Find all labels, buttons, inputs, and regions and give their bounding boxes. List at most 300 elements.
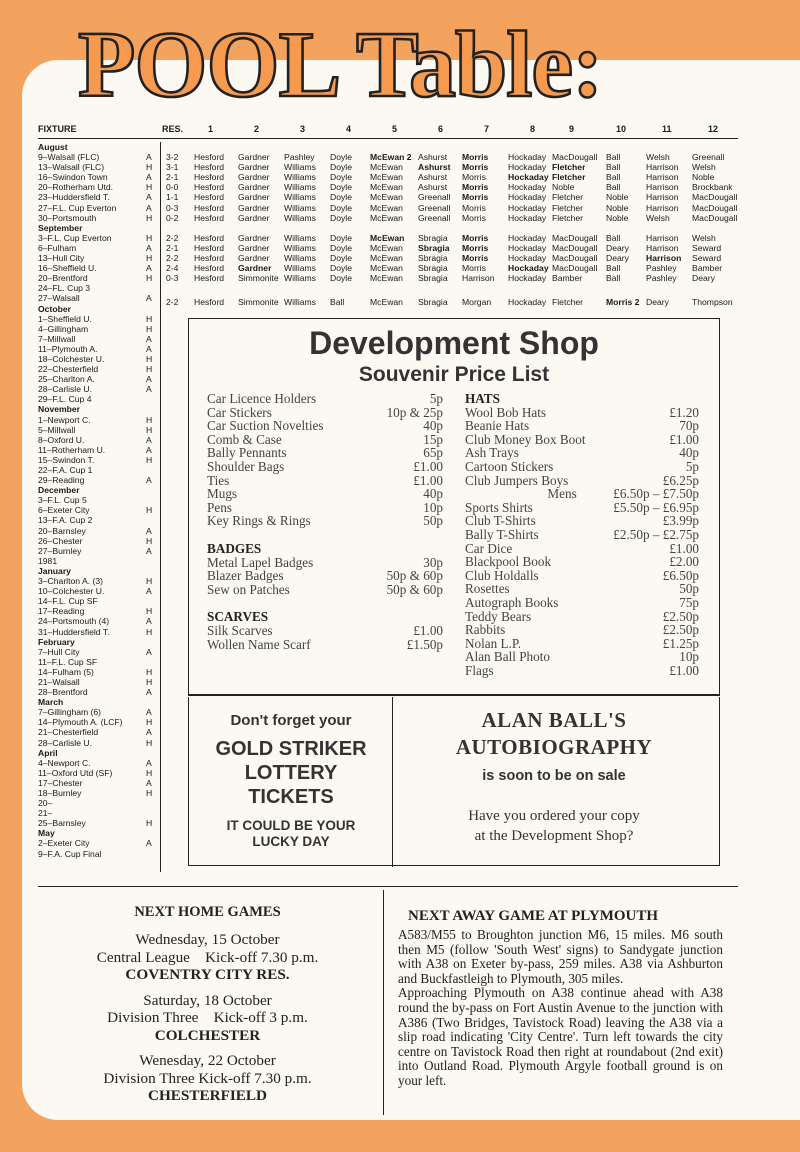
shop-item xyxy=(465,609,699,623)
result-row xyxy=(166,213,746,223)
player-name: Hockaday xyxy=(508,182,547,193)
shop-item xyxy=(207,513,443,527)
fixture-name: 7–Millwall xyxy=(38,333,76,344)
shop-item xyxy=(465,418,699,432)
fixture-name: 28–Carlisle U. xyxy=(38,737,92,748)
fixture-row xyxy=(38,768,155,778)
fixture-row xyxy=(38,324,155,334)
autobiography-promo xyxy=(398,708,710,846)
player-name: McEwan xyxy=(370,297,403,308)
header-pos-9: 9 xyxy=(569,124,575,134)
player-name: Morris xyxy=(462,152,489,162)
fixture-row xyxy=(38,475,155,485)
player-name: Harrison xyxy=(646,253,682,263)
fixture-row xyxy=(38,818,155,828)
player-name: Gardner xyxy=(238,192,270,203)
fixture-row xyxy=(38,283,155,293)
shop-item-price: 70p xyxy=(679,418,699,434)
result-row xyxy=(166,273,746,283)
fixture-name: 10–Colchester U. xyxy=(38,586,105,597)
shop-item xyxy=(465,432,699,446)
header-pos-11: 11 xyxy=(662,124,672,134)
fixture-venue: A xyxy=(146,646,152,657)
page-title xyxy=(78,12,738,104)
fixture-name: 6–Fulham xyxy=(38,242,77,253)
fixture-venue: A xyxy=(146,384,152,395)
fixture-venue: H xyxy=(146,232,153,243)
fixture-name: 20– xyxy=(38,798,53,809)
lottery-intro: Don't forget your xyxy=(230,712,352,729)
player-name: Morris xyxy=(462,242,489,253)
fixture-row xyxy=(38,526,155,536)
result-row xyxy=(166,152,746,162)
player-name: Morris xyxy=(462,172,486,183)
fixture-venue: H xyxy=(146,162,153,173)
player-name: Ashurst xyxy=(418,182,448,193)
fixture-venue: H xyxy=(146,414,153,425)
fixture-row xyxy=(38,172,155,182)
shop-item-name: Flags xyxy=(465,662,494,678)
player-name: Williams xyxy=(284,297,316,308)
player-name: Hockaday xyxy=(508,202,547,213)
fixture-name: 9–F.A. Cup Final xyxy=(38,848,102,859)
header-pos-1: 1 xyxy=(208,124,214,134)
fixture-name: 17–Reading xyxy=(38,606,85,617)
fixture-name: 4–Gillingham xyxy=(38,323,89,334)
result-score: 3-1 xyxy=(166,162,179,173)
home-game-opponent: COVENTRY CITY RES. xyxy=(125,966,290,983)
player-name: McEwan xyxy=(370,253,403,263)
shop-item xyxy=(465,636,699,650)
fixture-name: 18–Colchester U. xyxy=(38,353,105,364)
player-name: Williams xyxy=(284,202,316,213)
fixture-venue: A xyxy=(146,475,152,486)
player-name: Hesford xyxy=(194,297,225,308)
shop-item-name: Club Holdalls xyxy=(465,567,539,583)
fixture-row xyxy=(38,758,155,768)
header-pos-5: 5 xyxy=(392,124,398,134)
shop-item-name: Alan Ball Photo xyxy=(465,649,550,665)
fixture-venue: A xyxy=(146,727,152,738)
player-name: Morris xyxy=(462,232,489,243)
fixture-row xyxy=(38,657,155,667)
fixture-month xyxy=(38,748,155,758)
shop-item-price: 50p & 60p xyxy=(386,568,443,584)
fixture-name: April xyxy=(38,747,58,758)
shop-section-heading: SCARVES xyxy=(207,609,269,625)
shop-item-price: £6.50p – £7.50p xyxy=(613,486,699,502)
fixture-name: November xyxy=(38,404,81,415)
result-score: 0-0 xyxy=(166,182,179,193)
player-name: Morris xyxy=(462,182,489,193)
fixture-row xyxy=(38,253,155,263)
home-game-comp: Division Three Kick-off 7.30 p.m. xyxy=(103,1069,312,1087)
player-name: Deary xyxy=(692,273,715,284)
fixture-name: 27–Walsall xyxy=(38,293,80,304)
player-name: Harrison xyxy=(462,273,495,284)
player-name: Ball xyxy=(606,162,621,173)
fixture-row xyxy=(38,263,155,273)
fixture-name: 1981 xyxy=(38,555,58,566)
bottom-rule xyxy=(38,886,738,887)
fixture-name: 6–Exeter City xyxy=(38,505,90,516)
shop-section-heading: HATS xyxy=(465,391,500,406)
player-name: Harrison xyxy=(646,192,679,203)
fixture-row xyxy=(38,616,155,626)
fixture-month xyxy=(38,828,155,838)
fixture-name: 15–Swindon T. xyxy=(38,454,95,465)
player-name: Williams xyxy=(284,263,316,274)
player-name: Hockaday xyxy=(508,253,547,263)
home-game xyxy=(40,992,375,1045)
fixture-row xyxy=(38,495,155,505)
fixture-row xyxy=(38,273,155,283)
player-name: MacDougall xyxy=(692,202,738,213)
shop-item xyxy=(465,473,699,487)
fixture-row xyxy=(38,384,155,394)
player-name: Seward xyxy=(692,242,722,253)
shop-item-name: Wollen Name Scarf xyxy=(207,636,311,652)
autobiography-question-2: at the Development Shop? xyxy=(474,828,634,844)
shop-item-price: 15p xyxy=(423,431,443,447)
player-name: Sbragia xyxy=(418,253,448,263)
shop-item-name: Blazer Badges xyxy=(207,568,284,584)
fixture-name: 28–Brentford xyxy=(38,687,88,698)
shop-item-price: 5p xyxy=(429,391,443,406)
player-name: Hesford xyxy=(194,242,225,253)
player-name: Doyle xyxy=(330,182,352,193)
player-name: Noble xyxy=(606,202,629,213)
player-name: Hockaday xyxy=(508,172,549,183)
shop-item-price: £6.50p xyxy=(662,567,699,583)
player-name: Fletcher xyxy=(552,162,586,173)
fixture-venue: H xyxy=(146,212,153,223)
header-fixture: FIXTURE xyxy=(38,124,77,134)
result-score: 0-2 xyxy=(166,212,179,223)
fixture-row xyxy=(38,152,155,162)
player-name: Ashurst xyxy=(418,172,448,183)
home-game-date: Wenesday, 22 October xyxy=(139,1052,276,1069)
shop-item-name: Bally Pennants xyxy=(207,445,287,461)
player-name: Welsh xyxy=(646,152,670,162)
result-score: 1-1 xyxy=(166,192,179,203)
player-name: Gardner xyxy=(238,152,270,162)
fixture-row xyxy=(38,647,155,657)
shop-item xyxy=(465,459,699,473)
result-score: 0-3 xyxy=(166,202,179,213)
fixture-name: 8–Oxford U. xyxy=(38,434,85,445)
fixture-name: 24–Portsmouth (4) xyxy=(38,616,110,627)
fixture-venue: H xyxy=(146,313,153,324)
player-name: Hockaday xyxy=(508,162,547,173)
player-name: Hockaday xyxy=(508,232,547,243)
fixture-name: 5–Millwall xyxy=(38,424,76,435)
player-name: Gardner xyxy=(238,232,270,243)
shop-item-name: Autograph Books xyxy=(465,594,559,610)
fixture-name: 29–F.L. Cup 4 xyxy=(38,394,92,405)
shop-item xyxy=(207,418,443,432)
promo-divider xyxy=(392,697,393,867)
fixture-name: 3–Charlton A. (3) xyxy=(38,576,103,587)
player-name: Harrison xyxy=(646,162,679,173)
player-name: McEwan xyxy=(370,192,403,203)
shop-list-left xyxy=(207,391,443,650)
shop-title: Development Shop xyxy=(309,325,599,361)
away-heading: NEXT AWAY GAME AT PLYMOUTH xyxy=(408,908,659,924)
fixture-name: May xyxy=(38,828,55,839)
player-name: Morris xyxy=(462,162,489,173)
player-name: Morris xyxy=(462,212,486,223)
fixture-name: 3–F.L. Cup 5 xyxy=(38,495,87,506)
fixture-row xyxy=(38,233,155,243)
fixture-row xyxy=(38,182,155,192)
player-name: Williams xyxy=(284,232,316,243)
fixture-venue: A xyxy=(146,707,152,718)
shop-item-price: £1.00 xyxy=(669,540,699,556)
player-name: Ball xyxy=(330,297,345,308)
fixture-row xyxy=(38,687,155,697)
shop-item-name: Metal Lapel Badges xyxy=(207,554,314,570)
player-name: Bamber xyxy=(552,273,583,284)
fixture-venue: A xyxy=(146,202,152,213)
fixture-name: August xyxy=(38,142,68,152)
shop-item xyxy=(207,486,443,500)
fixture-row xyxy=(38,435,155,445)
shop-item-name: Blackpool Book xyxy=(465,554,552,570)
fixture-row xyxy=(38,556,155,566)
player-name: Sbragia xyxy=(418,297,448,308)
shop-item-name: Club Money Box Boot xyxy=(465,431,586,447)
player-name: Williams xyxy=(284,162,316,173)
lottery-tagline-2: LUCKY DAY xyxy=(252,834,330,849)
shop-item xyxy=(465,568,699,582)
shop-item xyxy=(207,582,443,596)
player-name: Gardner xyxy=(238,172,270,183)
shop-item xyxy=(207,405,443,419)
player-name: McEwan xyxy=(370,273,403,284)
fixture-row xyxy=(38,162,155,172)
player-name: Greenall xyxy=(418,202,451,213)
fixture-name: 1–Newport C. xyxy=(38,414,91,425)
player-name: MacDougall xyxy=(552,232,598,243)
fixture-row xyxy=(38,415,155,425)
fixture-venue: A xyxy=(146,434,152,445)
shop-item-name: Car Dice xyxy=(465,540,513,556)
shop-item-price: £2.50p xyxy=(662,608,699,624)
shop-item-price: 40p xyxy=(423,486,443,502)
fixture-row xyxy=(38,445,155,455)
result-row xyxy=(166,172,746,182)
fixture-venue: A xyxy=(146,333,152,344)
player-name: Harrison xyxy=(646,232,679,243)
shop-subtitle: Souvenir Price List xyxy=(358,363,550,386)
fixture-venue: H xyxy=(146,273,153,284)
player-name: Harrison xyxy=(646,182,679,193)
shop-item-name: Rosettes xyxy=(465,581,510,597)
shop-item-price: 10p xyxy=(423,499,443,515)
result-row xyxy=(166,253,746,263)
fixture-month xyxy=(38,485,155,495)
player-name: Hesford xyxy=(194,232,225,243)
player-name: Morris xyxy=(462,192,489,203)
shop-item-price: 10p & 25p xyxy=(386,404,443,420)
shop-item xyxy=(465,405,699,419)
fixture-month xyxy=(38,304,155,314)
shop-item-name: Rabbits xyxy=(465,622,506,638)
player-name: Hesford xyxy=(194,263,225,274)
shop-item xyxy=(465,554,699,568)
fixture-month xyxy=(38,566,155,576)
player-name: Hesford xyxy=(194,152,225,162)
shop-item xyxy=(465,622,699,636)
player-name: Harrison xyxy=(646,202,679,213)
shop-item xyxy=(207,555,443,569)
result-score: 2-2 xyxy=(166,297,179,308)
fixture-name: March xyxy=(38,697,64,708)
result-row xyxy=(166,182,746,192)
player-name: Welsh xyxy=(646,212,670,223)
fixture-row xyxy=(38,727,155,737)
fixture-venue: H xyxy=(146,676,153,687)
fixture-venue: A xyxy=(146,242,152,253)
shop-item xyxy=(465,663,699,677)
player-name: Harrison xyxy=(646,242,679,253)
player-name: Noble xyxy=(606,212,629,223)
player-name: Hockaday xyxy=(508,152,547,162)
fixture-row xyxy=(38,394,155,404)
player-name: MacDougall xyxy=(552,152,598,162)
shop-item-name: Nolan L.P. xyxy=(465,635,522,651)
player-name: Greenall xyxy=(418,192,451,203)
fixture-name: 4–Newport C. xyxy=(38,757,91,768)
home-game-opponent: CHESTERFIELD xyxy=(147,1087,267,1104)
player-name: Fletcher xyxy=(552,192,584,203)
shop-item-price: £2.50p – £2.75p xyxy=(613,526,699,542)
home-game xyxy=(40,931,375,984)
header-pos-4: 4 xyxy=(346,124,352,134)
fixture-row xyxy=(38,192,155,202)
fixture-name: 17–Chester xyxy=(38,777,83,788)
header-pos-12: 12 xyxy=(708,124,719,134)
player-name: McEwan xyxy=(370,182,403,193)
player-name: McEwan xyxy=(370,202,403,213)
fixture-name: 23–Huddersfield T. xyxy=(38,192,110,203)
fixture-row xyxy=(38,364,155,374)
home-game-comp: Central League Kick-off 7.30 p.m. xyxy=(96,948,319,966)
player-name: Welsh xyxy=(692,232,716,243)
player-name: Hesford xyxy=(194,172,225,183)
player-name: McEwan 2 xyxy=(370,152,412,162)
fixture-venue: A xyxy=(146,192,152,203)
shop-item-name: Ash Trays xyxy=(465,445,519,461)
home-game xyxy=(40,1052,375,1105)
player-name: Ball xyxy=(606,273,621,284)
fixture-name: 14–Plymouth A. (LCF) xyxy=(38,717,123,728)
autobiography-question-1: Have you ordered your copy xyxy=(468,808,640,824)
player-name: Deary xyxy=(646,297,669,308)
player-name: Doyle xyxy=(330,232,352,243)
player-name: Ashurst xyxy=(418,162,451,173)
player-name: Ball xyxy=(606,182,621,193)
fixture-row xyxy=(38,778,155,788)
fixture-name: 11–Rotherham U. xyxy=(38,444,106,455)
fixture-name: 18–Burnley xyxy=(38,788,82,798)
player-name: Simmonite xyxy=(238,297,279,308)
player-name: Gardner xyxy=(238,182,270,193)
fixture-name: 26–Chester xyxy=(38,535,83,546)
lottery-title-2: LOTTERY xyxy=(244,762,338,784)
shop-item-name: Shoulder Bags xyxy=(207,458,285,474)
shop-item-name: Club Jumpers Boys xyxy=(465,472,569,488)
shop-item-price: £3.99p xyxy=(662,513,699,529)
fixture-name: 20–Rotherham Utd. xyxy=(38,182,113,193)
fixture-venue: H xyxy=(146,424,153,435)
development-shop-box xyxy=(188,318,720,695)
player-name: MacDougall xyxy=(552,253,598,263)
player-name: Williams xyxy=(284,182,316,193)
away-directions-2: Approaching Plymouth on A38 continue ahead with A38 round the by-pass on Fort Austin Avenue to the junction with A386 (Two Bridges, Tavistock Road) leaving the A38 via a slip road indicating 'City Centre'. Turn left towards the city centre on Tavistock Road then right at roundabout (2nd exit) into Outland Road. Plymouth Argyle football ground is on your left. xyxy=(398,985,723,1088)
player-name: Welsh xyxy=(692,162,716,173)
fixture-name: 13–F.A. Cup 2 xyxy=(38,515,93,526)
player-name: Hesford xyxy=(194,162,225,173)
player-name: Brockbank xyxy=(692,182,733,193)
fixture-name: 25–Barnsley xyxy=(38,818,86,829)
fixture-name: 30–Portsmouth xyxy=(38,212,97,223)
fixture-row xyxy=(38,546,155,556)
shop-item xyxy=(465,541,699,555)
player-name: Noble xyxy=(606,192,629,203)
fixture-name: 3–F.L. Cup Everton xyxy=(38,232,112,243)
fixture-venue: H xyxy=(146,535,153,546)
player-name: Hesford xyxy=(194,273,225,284)
result-score: 2-2 xyxy=(166,232,179,243)
fixture-name: 9–Walsall (FLC) xyxy=(38,152,100,163)
shop-divider xyxy=(188,695,720,696)
shop-item-price: £1.00 xyxy=(413,622,443,638)
shop-item-name: Key Rings & Rings xyxy=(207,513,311,529)
player-name: Gardner xyxy=(238,202,270,213)
fixture-venue: H xyxy=(146,767,153,778)
player-name: Doyle xyxy=(330,202,352,213)
fixture-venue: H xyxy=(146,717,153,728)
shop-item xyxy=(207,623,443,637)
player-name: Pashley xyxy=(284,152,315,162)
fixtures-header xyxy=(38,124,738,138)
player-name: Doyle xyxy=(330,152,352,162)
fixture-venue: H xyxy=(146,454,153,465)
player-name: Williams xyxy=(284,253,316,263)
fixture-row xyxy=(38,243,155,253)
shop-item-name: Comb & Case xyxy=(207,431,282,447)
fixture-name: 21– xyxy=(38,808,53,819)
fixture-name: 20–Brentford xyxy=(38,273,88,284)
player-name: Ball xyxy=(606,152,621,162)
fixture-name: 27–Burnley xyxy=(38,545,82,556)
player-name: Doyle xyxy=(330,263,352,274)
fixture-venue: A xyxy=(146,545,152,556)
player-name: Gardner xyxy=(238,162,270,173)
shop-item-price: 50p xyxy=(679,581,699,597)
fixture-row xyxy=(38,314,155,324)
fixture-row xyxy=(38,798,155,808)
player-name: Hesford xyxy=(194,202,225,213)
player-name: Deary xyxy=(606,242,629,253)
home-game-opponent: COLCHESTER xyxy=(154,1026,261,1044)
fixture-name: 11–Plymouth A. xyxy=(38,343,98,354)
player-name: Noble xyxy=(692,172,715,183)
fixture-venue: A xyxy=(146,586,152,597)
fixture-row xyxy=(38,374,155,384)
